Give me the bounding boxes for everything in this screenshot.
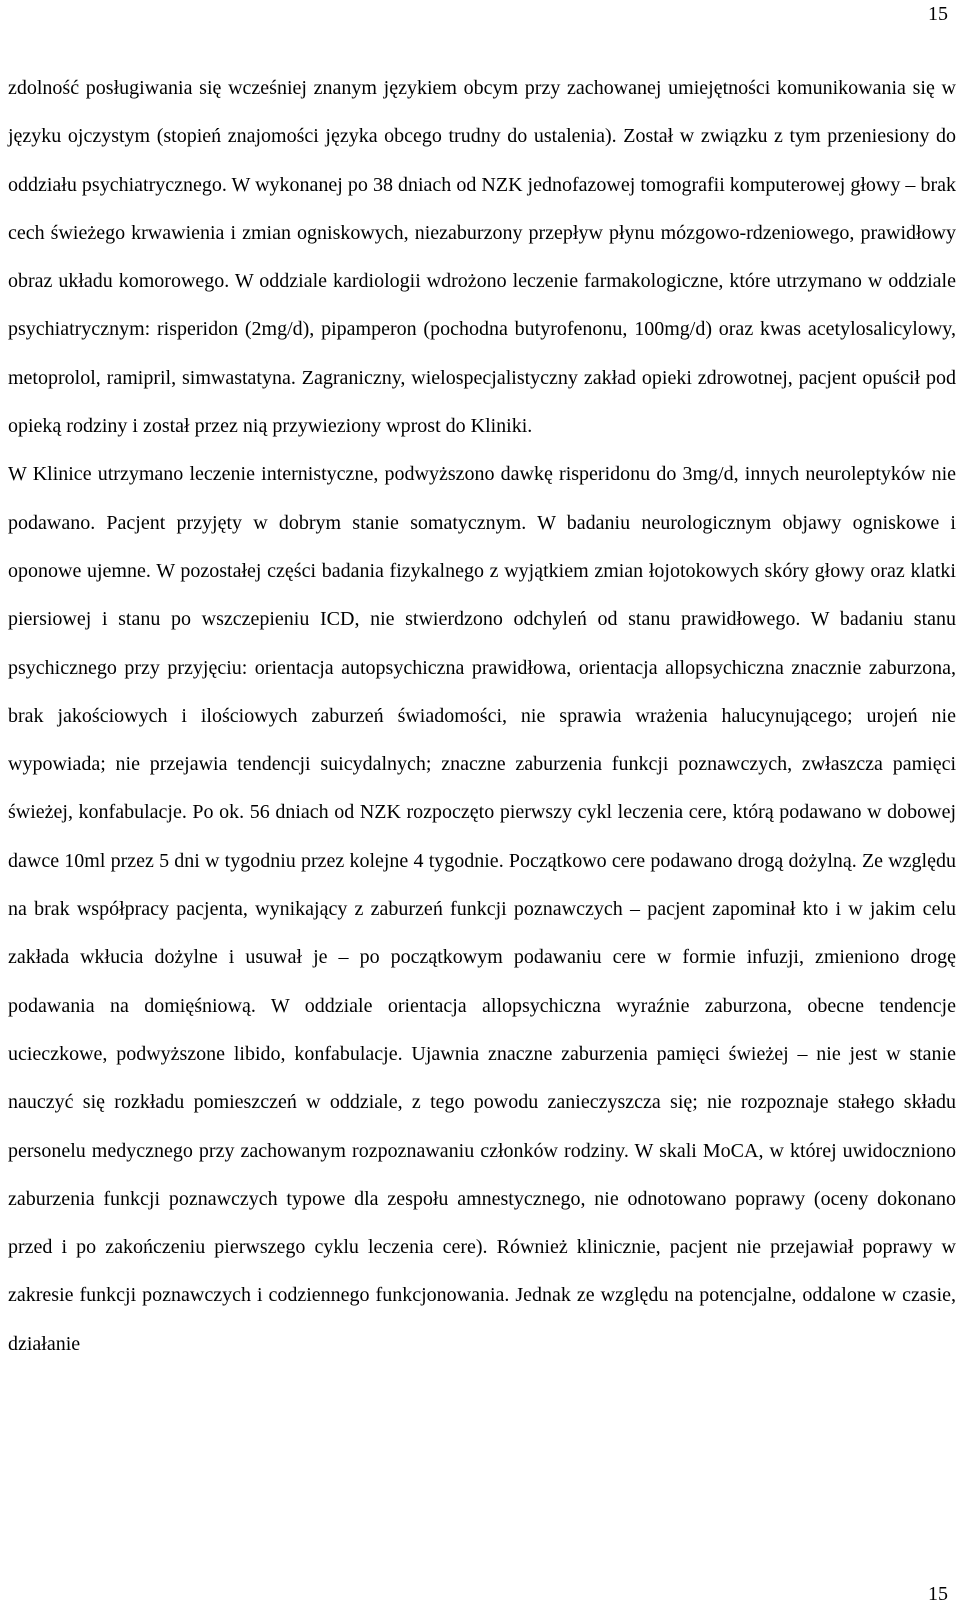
paragraph-1: zdolność posługiwania się wcześniej znanym językiem obcym przy zachowanej umiejętności komunikowania się w języku ojczystym (stopień znajomości języka obcego trudny do ustalenia). Został w związku z tym przeniesiony do oddziału psychiatrycznego. W wykonanej po 38 dniach od NZK jednofazowej tomografii komputerowej głowy – brak cech świeżego krwawienia i zmian ogniskowych, niezaburzony przepływ płynu mózgowo-rdzeniowego, prawidłowy obraz układu komorowego. W oddziale kardiologii wdrożono leczenie farmakologiczne, które utrzymano w oddziale psychiatrycznym: risperidon (2mg/d), pipamperon (pochodna butyrofenonu, 100mg/d) oraz kwas acetylosalicylowy, metoprolol, ramipril, simwastatyna. Zagraniczny, wielospecjalistyczny zakład opieki zdrowotnej, pacjent opuścił pod opieką rodziny i został przez nią przywieziony wprost do Kliniki. xyxy=(8,77,956,438)
page-number-bottom: 15 xyxy=(928,1583,948,1605)
page-number-top: 15 xyxy=(928,3,948,25)
paragraph-2: W Klinice utrzymano leczenie internistyczne, podwyższono dawkę risperidonu do 3mg/d, innych neuroleptyków nie podawano. Pacjent przyjęty w dobrym stanie somatycznym. W badaniu neurologicznym objawy ogniskowe i oponowe ujemne. W pozostałej części badania fizykalnego z wyjątkiem zmian łojotokowych skóry głowy oraz klatki piersiowej i stanu po wszczepieniu ICD, nie stwierdzono odchyleń od stanu prawidłowego. W badaniu stanu psychicznego przy przyjęciu: orientacja autopsychiczna prawidłowa, orientacja allopsychiczna znacznie zaburzona, brak jakościowych i ilościowych zaburzeń świadomości, nie sprawia wrażenia halucynującego; urojeń nie wypowiada; nie przejawia tendencji suicydalnych; znaczne zaburzenia funkcji poznawczych, zwłaszcza pamięci świeżej, konfabulacje. Po ok. 56 dniach od NZK rozpoczęto pierwszy cykl leczenia cere, którą podawano w dobowej dawce 10ml przez 5 dni w tygodniu przez kolejne 4 tygodnie. Początkowo cere podawano drogą dożylną. Ze względu na brak współpracy pacjenta, wynikający z zaburzeń funkcji poznawczych – pacjent zapominał kto i w jakim celu zakłada wkłucia dożylne i usuwał je – po początkowym podawaniu cere w formie infuzji, zmieniono drogę podawania na domięśniową. W oddziale orientacja allopsychiczna wyraźnie zaburzona, obecne tendencje ucieczkowe, podwyższone libido, konfabulacje. Ujawnia znaczne zaburzenia pamięci świeżej – nie jest w stanie nauczyć się rozkładu pomieszczeń w oddziale, z tego powodu zanieczyszcza się; nie rozpoznaje stałego składu personelu medycznego przy zachowanym rozpoznawaniu członków rodziny. W skali MoCA, w której uwidoczniono zaburzenia funkcji poznawczych typowe dla zespołu amnestycznego, nie odnotowano poprawy (oceny dokonano przed i po zakończeniu pierwszego cyklu leczenia cere). Również klinicznie, pacjent nie przejawiał poprawy w zakresie funkcji poznawczych i codziennego funkcjonowania. Jednak ze względu na potencjalne, oddalone w czasie, działanie xyxy=(8,463,956,1355)
document-body xyxy=(8,64,956,1368)
